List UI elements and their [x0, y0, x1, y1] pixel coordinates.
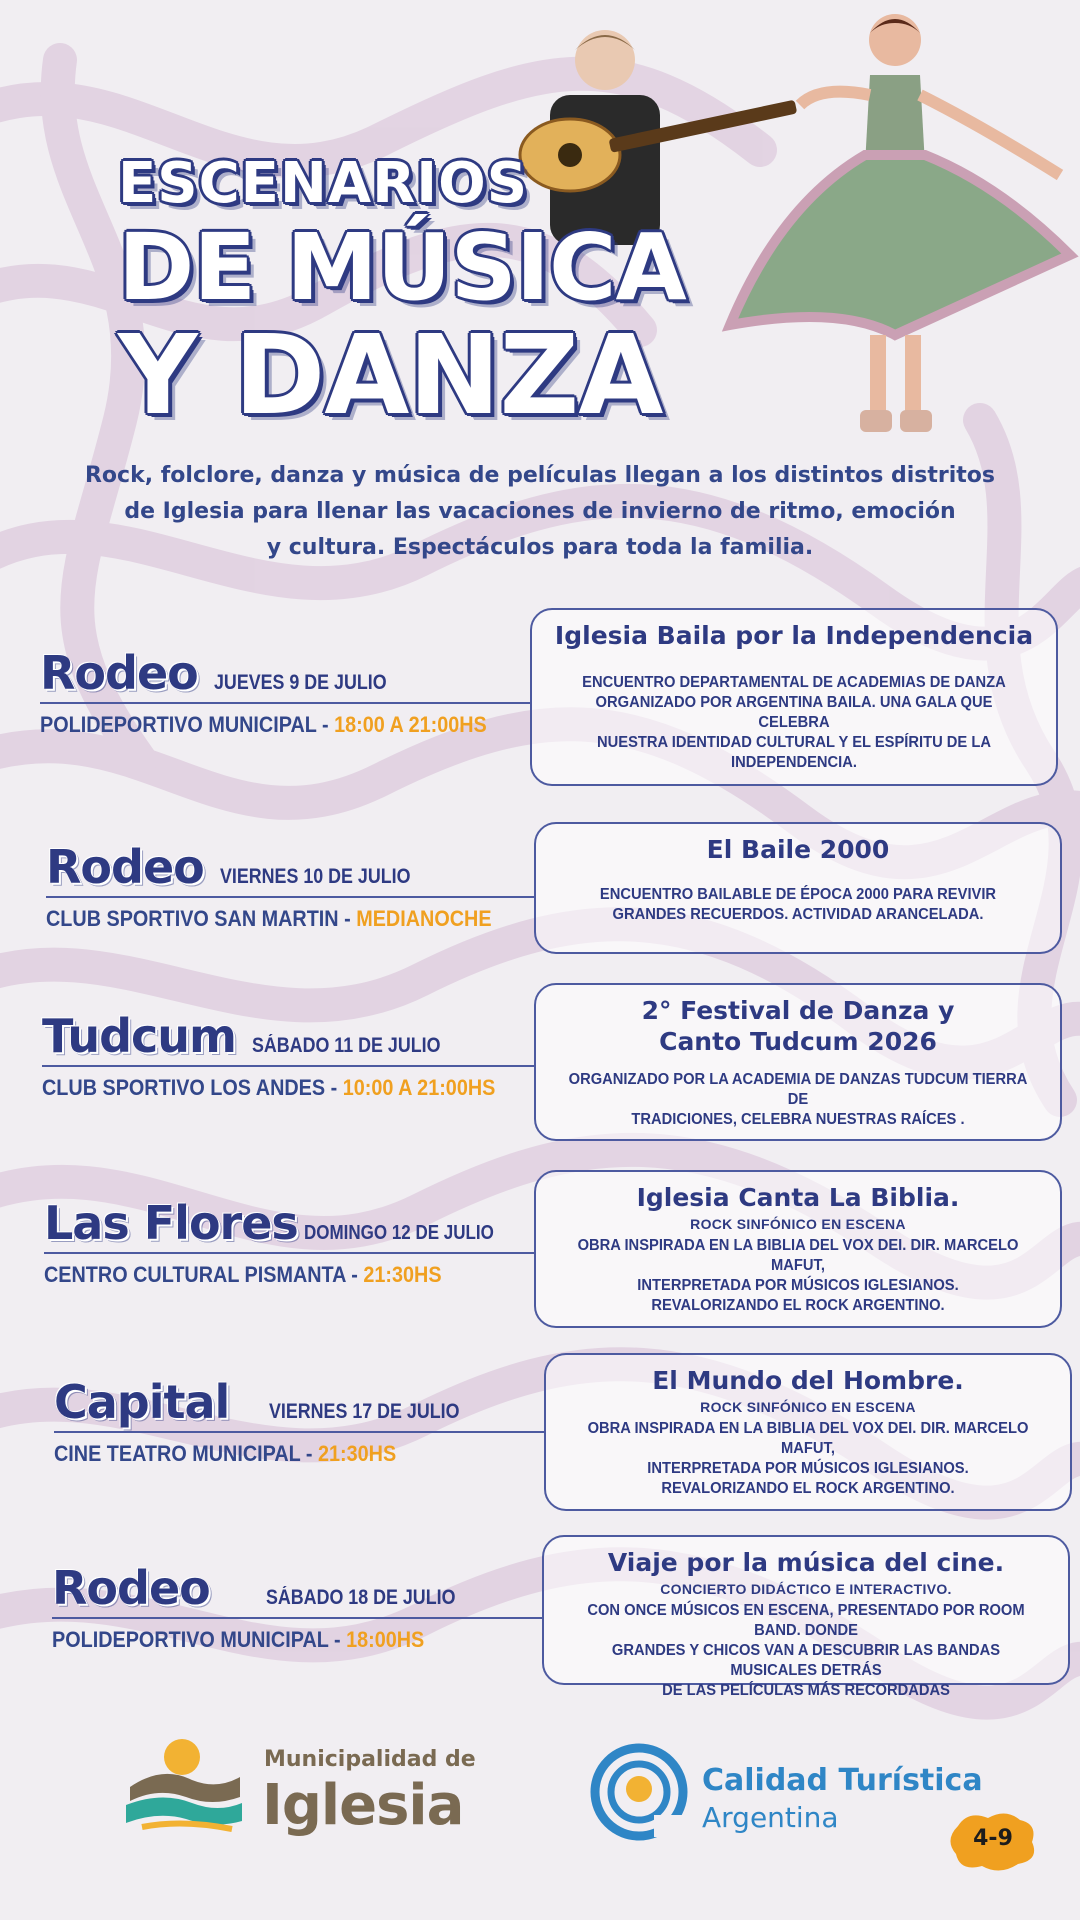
event-box-description: ENCUENTRO BAILABLE DE ÉPOCA 2000 PARA REVIVIR GRANDES RECUERDOS. ACTIVIDAD ARANCELADA. — [599, 886, 997, 924]
event-box-title: Iglesia Canta La Biblia. — [636, 1183, 960, 1212]
divider-line — [52, 1617, 542, 1619]
event-info-box — [534, 1170, 1062, 1328]
page-badge-label: 4-9 — [973, 1826, 1013, 1851]
event-venue: POLIDEPORTIVO MUNICIPAL — [40, 712, 317, 737]
event-date: DOMINGO 12 DE JULIO — [303, 1222, 494, 1244]
intro-paragraph — [50, 458, 1030, 566]
event-box-title: El Baile 2000 — [706, 835, 890, 864]
event-box-description: CON ONCE MÚSICOS EN ESCENA, PRESENTADO POR ROOM BAND. DONDE GRANDES Y CHICOS VAN A DESCUBRIR LAS BANDAS MUSICALES DETRÁS DE LAS PELÍCULAS MÁS RECORDADAS — [587, 1602, 1025, 1700]
page-badge — [948, 1808, 1038, 1874]
event-time: 10:00 A 21:00HS — [342, 1075, 496, 1100]
title-line-3: Y DANZA — [118, 311, 663, 439]
title-line-1: ESCENARIOS — [118, 151, 529, 216]
calidad-turistica-label: Calidad Turística — [702, 1763, 983, 1798]
event-info-box — [542, 1535, 1070, 1700]
event-info-box — [534, 822, 1062, 954]
argentina-label: Argentina — [702, 1801, 839, 1834]
event-venue: CENTRO CULTURAL PISMANTA — [44, 1262, 346, 1287]
event-venue: CLUB SPORTIVO SAN MARTIN — [46, 906, 339, 931]
divider-line — [40, 702, 530, 704]
iglesia-label: Iglesia — [262, 1773, 464, 1838]
intro-line-2: de Iglesia para llenar las vacaciones de invierno de ritmo, emoción — [124, 499, 956, 524]
event-box-subtitle: ROCK SINFÓNICO EN ESCENA — [700, 1399, 916, 1416]
separator: - — [330, 1075, 338, 1100]
event-date: VIERNES 10 DE JULIO — [219, 865, 411, 888]
event-box-subtitle: CONCIERTO DIDÁCTICO E INTERACTIVO. — [660, 1581, 952, 1598]
event-box-title: Iglesia Baila por la Independencia — [554, 621, 1034, 650]
mountains-sun-icon — [122, 1735, 247, 1840]
event-date: SÁBADO 11 DE JULIO — [251, 1034, 441, 1057]
event-place: Rodeo — [52, 1561, 210, 1615]
separator: - — [322, 712, 329, 737]
event-time: 18:00HS — [346, 1627, 425, 1652]
event-box-description: OBRA INSPIRADA EN LA BIBLIA DEL VOX DEI. DIR. MARCELO MAFUT, INTERPRETADA POR MÚSICOS IGLESIANOS. REVALORIZANDO EL ROCK ARGENTINO. — [587, 1420, 1029, 1498]
intro-line-3: y cultura. Espectáculos para toda la familia. — [266, 535, 814, 560]
divider-line — [54, 1431, 544, 1433]
event-time: 18:00 A 21:00HS — [334, 712, 487, 737]
event-venue: POLIDEPORTIVO MUNICIPAL — [52, 1627, 329, 1652]
separator: - — [344, 906, 351, 931]
event-place: Tudcum — [42, 1009, 236, 1063]
event-date: SÁBADO 18 DE JULIO — [265, 1586, 456, 1609]
event-time: 21:30HS — [363, 1262, 442, 1287]
event-info-box — [534, 983, 1062, 1141]
event-date: VIERNES 17 DE JULIO — [269, 1400, 460, 1423]
divider-line — [44, 1252, 534, 1254]
event-venue: CLUB SPORTIVO LOS ANDES — [42, 1075, 326, 1100]
separator: - — [334, 1627, 341, 1652]
calidad-turistica-icon — [584, 1737, 694, 1847]
municipalidad-logo — [122, 1735, 502, 1845]
municipalidad-label: Municipalidad de — [264, 1747, 476, 1772]
title-line-2: DE MÚSICA — [118, 214, 686, 321]
event-date: JUEVES 9 DE JULIO — [213, 671, 387, 694]
folk-dancer-illustration — [720, 5, 1080, 455]
calidad-turistica-logo — [580, 1735, 1000, 1855]
event-place: Las Flores — [44, 1196, 298, 1250]
event-box-description: OBRA INSPIRADA EN LA BIBLIA DEL VOX DEI. DIR. MARCELO MAFUT, INTERPRETADA POR MÚSICOS IGLESIANOS. REVALORIZANDO EL ROCK ARGENTINO. — [577, 1237, 1019, 1315]
event-venue: CINE TEATRO MUNICIPAL — [54, 1441, 301, 1466]
event-box-title: Viaje por la música del cine. — [607, 1548, 1005, 1577]
divider-line — [46, 896, 534, 898]
event-box-title: El Mundo del Hombre. — [652, 1366, 964, 1395]
event-place: Rodeo — [40, 646, 198, 700]
event-box-title: 2° Festival de Danza y Canto Tudcum 2026 — [641, 996, 955, 1057]
divider-line — [42, 1065, 534, 1067]
event-place: Capital — [54, 1375, 230, 1429]
event-box-description: ORGANIZADO POR LA ACADEMIA DE DANZAS TUDCUM TIERRA DE TRADICIONES, CELEBRA NUESTRAS RAÍCES . — [568, 1070, 1028, 1128]
event-box-description: ENCUENTRO DEPARTAMENTAL DE ACADEMIAS DE DANZA ORGANIZADO POR ARGENTINA BAILA. UNA GALA QUE CELEBRA NUESTRA IDENTIDAD CULTURAL Y EL ESPÍRITU DE LA INDEPENDENCIA. — [582, 674, 1006, 772]
event-time: MEDIANOCHE — [356, 906, 492, 931]
intro-line-1: Rock, folclore, danza y música de películas llegan a los distintos distritos — [84, 463, 996, 488]
event-info-box — [544, 1353, 1072, 1511]
separator: - — [305, 1441, 313, 1466]
main-title — [118, 150, 718, 439]
event-box-subtitle: ROCK SINFÓNICO EN ESCENA — [690, 1216, 906, 1233]
event-place: Rodeo — [46, 840, 204, 894]
event-info-box — [530, 608, 1058, 786]
event-time: 21:30HS — [318, 1441, 397, 1466]
separator: - — [351, 1262, 358, 1287]
